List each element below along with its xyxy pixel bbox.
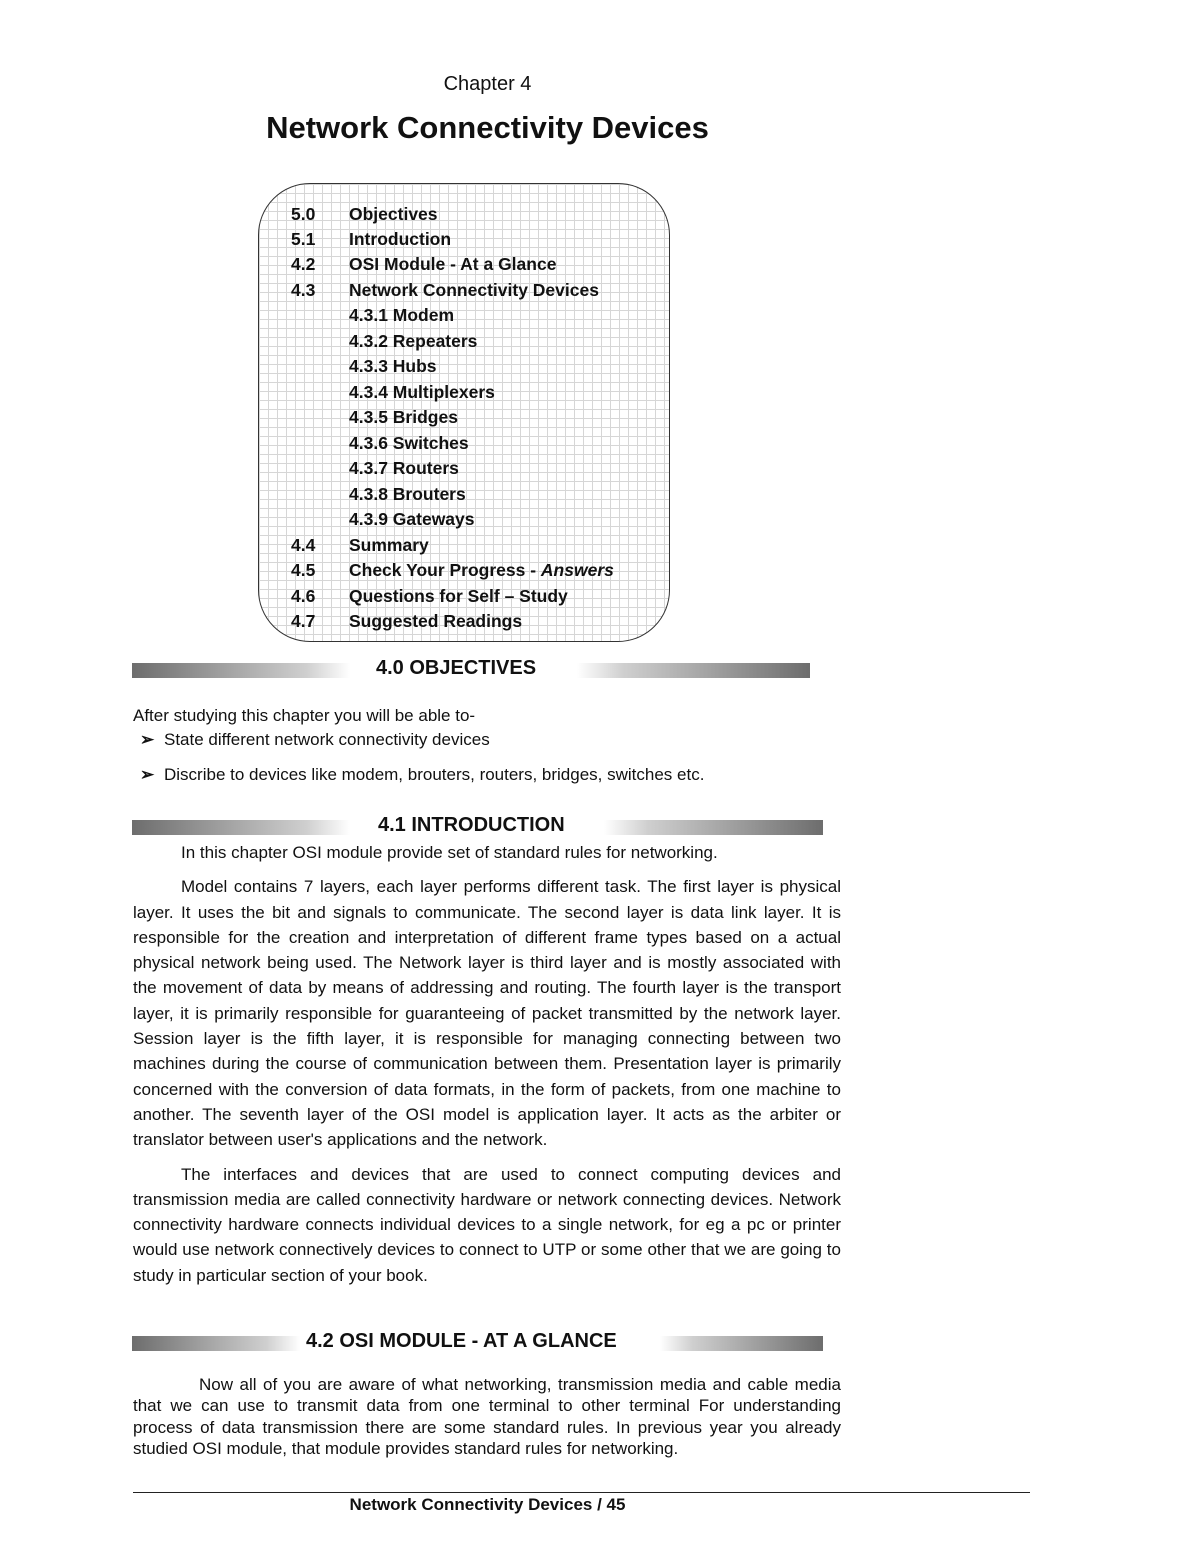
- heading-bar-left: [132, 820, 350, 835]
- toc-number: 4.5: [291, 560, 316, 580]
- chapter-title: Network Connectivity Devices: [266, 110, 709, 145]
- toc-label: Objectives: [349, 204, 438, 224]
- toc-label: 4.3.1 Modem: [349, 305, 455, 325]
- toc-number: 4.6: [291, 586, 316, 606]
- introduction-heading: 4.1 INTRODUCTION: [378, 814, 565, 836]
- osi-heading: 4.2 OSI MODULE - AT A GLANCE: [306, 1330, 617, 1352]
- chapter-label: Chapter 4: [443, 73, 532, 95]
- objective-bullet: [140, 765, 704, 785]
- toc-number: 4.7: [291, 611, 316, 631]
- toc-label: 4.3.5 Bridges: [349, 407, 458, 427]
- objective-text: State different network connectivity devices: [164, 730, 490, 749]
- contents-box: [258, 183, 670, 642]
- footer-rule: [133, 1492, 1030, 1493]
- objectives-heading-band: [132, 657, 810, 683]
- toc-number: 4.2: [291, 254, 316, 274]
- toc-label: Summary: [349, 535, 429, 555]
- objective-bullet: [140, 730, 490, 750]
- toc-number: 4.4: [291, 535, 316, 555]
- introduction-heading-band: [132, 814, 823, 840]
- page-footer: Network Connectivity Devices / 45: [349, 1495, 626, 1514]
- objective-text: Discribe to devices like modem, brouters, routers, bridges, switches etc.: [164, 765, 705, 784]
- toc-label: 4.3.3 Hubs: [349, 356, 437, 376]
- heading-bar-right: [577, 663, 810, 678]
- toc-label: Introduction: [349, 229, 452, 249]
- toc-label: 4.3.9 Gateways: [349, 509, 475, 529]
- heading-bar-left: [132, 1336, 300, 1351]
- objectives-heading: 4.0 OBJECTIVES: [376, 657, 537, 679]
- toc-label: Questions for Self – Study: [349, 586, 568, 606]
- toc-label: Network Connectivity Devices: [349, 280, 599, 300]
- toc-number: 5.0: [291, 204, 316, 224]
- toc-label-italic: Answers: [540, 560, 614, 580]
- osi-body: [133, 1374, 841, 1459]
- toc-label: 4.3.7 Routers: [349, 458, 459, 478]
- osi-heading-band: [132, 1330, 823, 1356]
- paragraph: In this chapter OSI module provide set of standard rules for networking.: [181, 843, 718, 862]
- toc-label: [349, 560, 614, 581]
- introduction-body: [133, 840, 841, 1288]
- heading-bar-right: [604, 820, 823, 835]
- arrow-bullet-icon: ➢: [140, 730, 155, 749]
- paragraph: Now all of you are aware of what networking, transmission media and cable media that we can use to transmit data from one terminal to other terminal For understanding process of data transmission there are some standard rules. In previous year you already studied OSI module, that module provides standard rules for networking.: [133, 1375, 841, 1458]
- heading-bar-right: [660, 1336, 823, 1351]
- toc-label: 4.3.6 Switches: [349, 433, 469, 453]
- toc-label-main: Check Your Progress -: [349, 560, 541, 580]
- objectives-intro: After studying this chapter you will be able to-: [133, 706, 476, 725]
- heading-bar-left: [132, 663, 350, 678]
- toc-label: Suggested Readings: [349, 611, 523, 631]
- toc-number: 5.1: [291, 229, 316, 249]
- paragraph: The interfaces and devices that are used to connect computing devices and transmission media are called connectivity hardware or network connecting devices. Network connectivity hardware connects individual devices to a single network, for eg a pc or printer would use network connectively devices to connect to UTP or some other that we are going to study in particular section of your book.: [133, 1164, 841, 1285]
- toc-label: 4.3.2 Repeaters: [349, 331, 478, 351]
- toc-label: 4.3.4 Multiplexers: [349, 382, 495, 402]
- toc-number: 4.3: [291, 280, 316, 300]
- arrow-bullet-icon: ➢: [140, 765, 155, 784]
- toc-label: 4.3.8 Brouters: [349, 484, 466, 504]
- paragraph: Model contains 7 layers, each layer performs different task. The first layer is physical layer. It uses the bit and signals to communicate. The second layer is data link layer. It is responsible for the creation and interpretation of different frame types based on a actual physical network being used. The Network layer is third layer and is mostly associated with the movement of data by means of addressing and routing. The fourth layer is the transport layer, it is primarily responsible for guaranteeing of packet transmitted by the network layer. Session layer is the fifth layer, it is responsible for managing connecting between two machines during the course of communication between them. Presentation layer is primarily concerned with the conversion of data formats, in the form of packets, from one machine to another. The seventh layer of the OSI model is application layer. It acts as the arbiter or translator between user's applications and the network.: [133, 877, 841, 1150]
- toc-label: OSI Module - At a Glance: [349, 254, 557, 274]
